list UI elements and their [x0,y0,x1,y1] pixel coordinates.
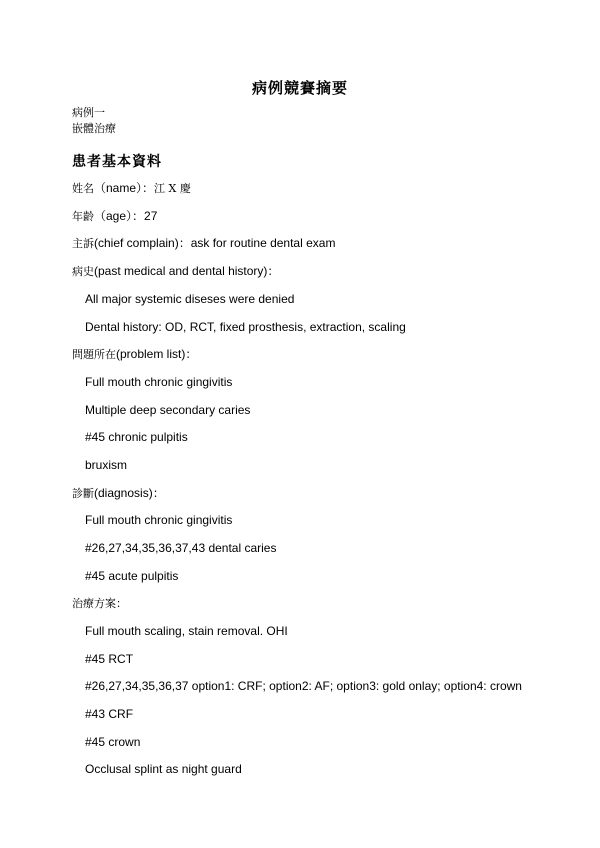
diagnosis-heading [72,486,165,501]
problem-item: #45 chronic pulpitis [85,430,188,444]
treatment-item: #43 CRF [85,707,134,721]
diagnosis-item: #45 acute pulpitis [85,569,179,583]
treatment-item: Occlusal splint as night guard [85,762,242,776]
treatment-item: #45 RCT [85,652,134,666]
diagnosis-label-en: (diagnosis)： [94,486,165,500]
treatment-plan-heading [72,596,127,611]
problem-list-label: 問題所在 [72,348,116,361]
diagnosis-label: 診斷 [72,487,94,500]
problem-list-heading [72,347,197,362]
history-label-en: (past medical and dental history)： [94,264,280,278]
problem-list-label-en: (problem list)： [116,347,198,361]
case-type: 嵌體治療 [72,122,116,135]
treatment-item: #26,27,34,35,36,37 option1: CRF; option2: AF; option3: gold onlay; option4: crown [85,679,522,693]
diagnosis-item: #26,27,34,35,36,37,43 dental caries [85,541,277,555]
history-label: 病史 [72,265,94,278]
history-item: All major systemic diseses were denied [85,292,295,306]
treatment-item: Full mouth scaling, stain removal. OHI [85,624,288,638]
age-label-en: （age）： [94,209,145,223]
treatment-item: #45 crown [85,735,141,749]
problem-item: Multiple deep secondary caries [85,403,251,417]
name-label-en: （name）： [94,181,155,195]
chief-complaint-label: 主訴 [72,237,94,250]
history-item: Dental history: OD, RCT, fixed prosthesis, extraction, scaling [85,320,406,334]
name-value: 江 X 慶 [154,182,191,195]
diagnosis-item: Full mouth chronic gingivitis [85,513,233,527]
chief-complaint-label-en: (chief complain)： [94,236,191,250]
problem-item: Full mouth chronic gingivitis [85,375,233,389]
section-heading-patient-info: 患者基本資料 [72,154,162,170]
document-title: 病例競賽摘要 [251,79,348,97]
age-value: 27 [144,209,158,223]
age-label: 年齡 [72,210,94,223]
name-label: 姓名 [72,182,94,195]
chief-complaint-value: ask for routine dental exam [190,236,336,250]
age-row [72,209,157,224]
chief-complaint-row [72,236,335,251]
treatment-plan-label: 治療方案： [72,597,127,610]
history-heading [72,264,279,279]
problem-item: bruxism [85,458,128,472]
case-number: 病例一 [72,106,105,119]
name-row [72,181,191,196]
